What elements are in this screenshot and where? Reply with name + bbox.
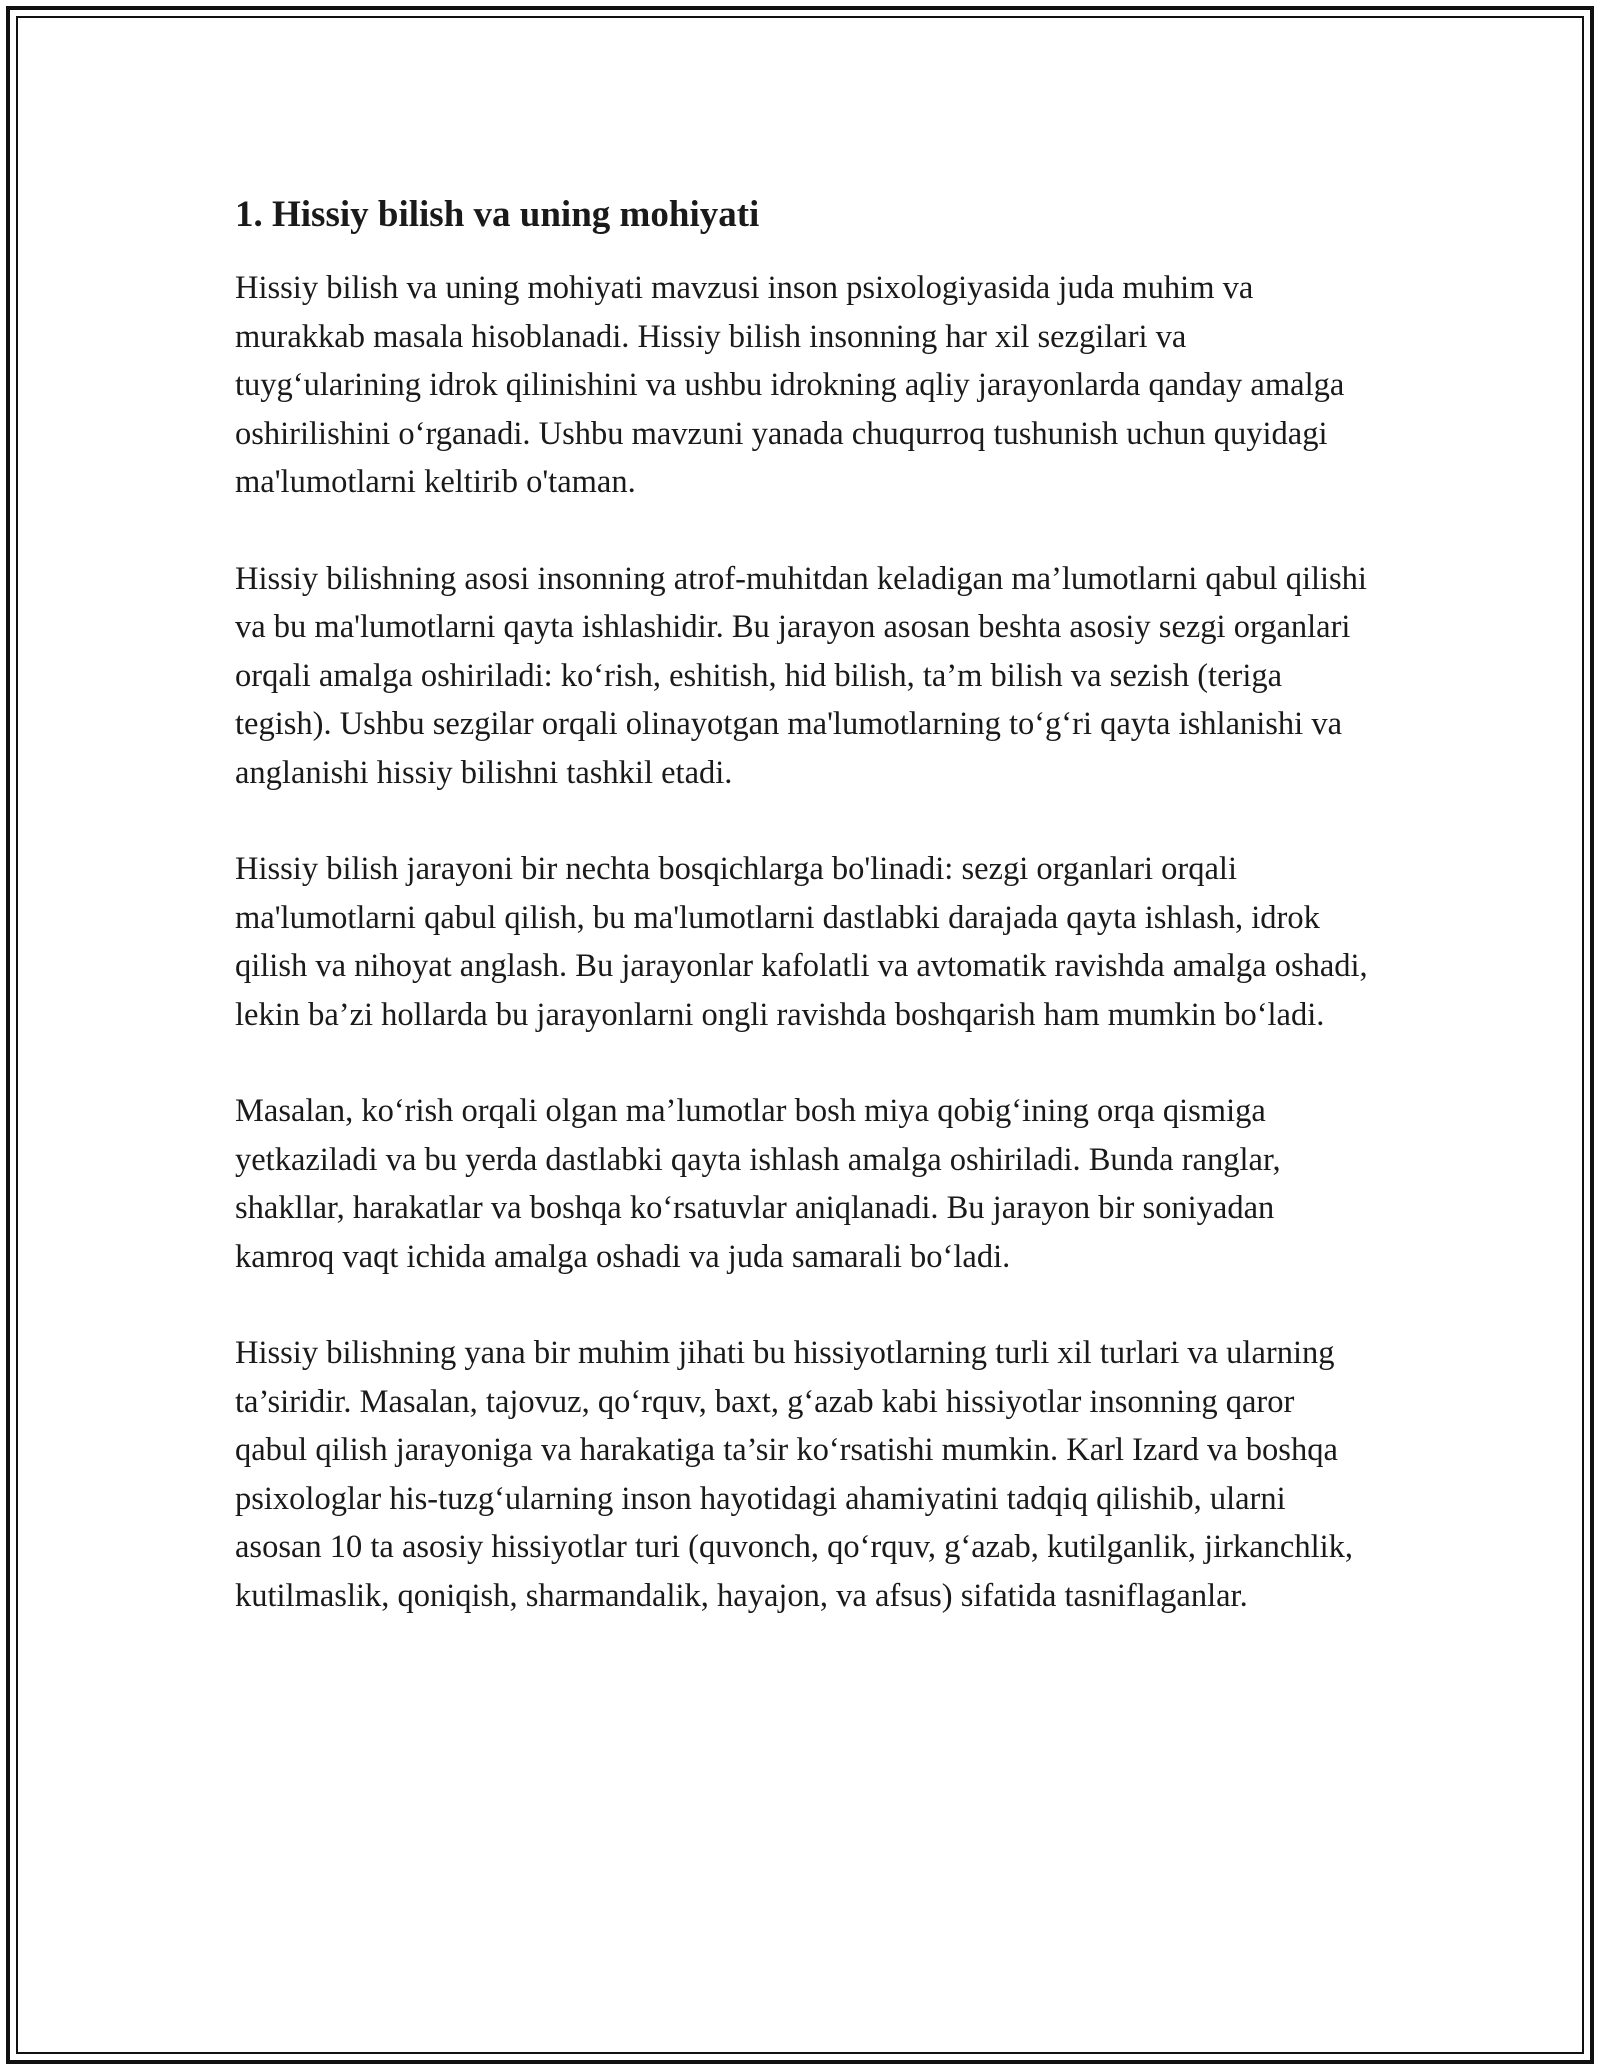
section-heading: 1. Hissiy bilish va uning mohiyati (235, 194, 760, 235)
paragraph-vision-example: Masalan, ko‘rish orqali olgan ma’lumotlar bosh miya qobig‘ining orqa qismiga yetkaziladi va bu yerda dastlabki qayta ishlash amalga oshiriladi. Bunda ranglar, shakllar, harakatlar va boshqa ko‘rsatuvlar aniqlanadi. Bu jarayon bir soniyadan kamroq vaqt ichida amalga oshadi va juda samarali bo‘ladi. (235, 1093, 1281, 1275)
paragraph-emotions: Hissiy bilishning yana bir muhim jihati bu hissiyotlarning turli xil turlari va ularning ta’siridir. Masalan, tajovuz, qo‘rquv, baxt, g‘azab kabi hissiyotlar insonning qaror qabul qilish jarayoniga va harakatiga ta’sir ko‘rsatishi mumkin. Karl Izard va boshqa psixologlar his-tuzg‘ularning inson hayotidagi ahamiyatini tadqiq qilishib, ularni asosan 10 ta asosiy hissiyotlar turi (quvonch, qo‘rquv, g‘azab, kutilganlik, jirkanchlik, kutilmaslik, qoniqish, sharmandalik, hayajon, va afsus) sifatida tasniflaganlar. (235, 1335, 1354, 1614)
paragraph-stages: Hissiy bilish jarayoni bir nechta bosqichlarga bo'linadi: sezgi organlari orqali ma'lumotlarni qabul qilish, bu ma'lumotlarni dastlabki darajada qayta ishlash, idrok qilish va nihoyat anglash. Bu jarayonlar kafolatli va avtomatik ravishda amalga oshadi, lekin ba’zi hollarda bu jarayonlarni ongli ravishda boshqarish ham mumkin bo‘ladi. (235, 851, 1368, 1033)
paragraph-intro: Hissiy bilish va uning mohiyati mavzusi inson psixologiyasida juda muhim va murakkab masala hisoblanadi. Hissiy bilish insonning har xil sezgilari va tuyg‘ularining idrok qilinishini va ushbu idrokning aqliy jarayonlarda qanday amalga oshirilishini o‘rganadi. Ushbu mavzuni yanada chuqurroq tushunish uchun quyidagi ma'lumotlarni keltirib o'taman. (235, 270, 1345, 500)
document-body (235, 188, 1370, 1668)
paragraph-senses: Hissiy bilishning asosi insonning atrof-muhitdan keladigan ma’lumotlarni qabul qilishi va bu ma'lumotlarni qayta ishlashidir. Bu jarayon asosan beshta asosiy sezgi organlari orqali amalga oshiriladi: ko‘rish, eshitish, hid bilish, ta’m bilish va sezish (teriga tegish). Ushbu sezgilar orqali olinayotgan ma'lumotlarning to‘g‘ri qayta ishlanishi va anglanishi hissiy bilishni tashkil etadi. (235, 560, 1367, 791)
